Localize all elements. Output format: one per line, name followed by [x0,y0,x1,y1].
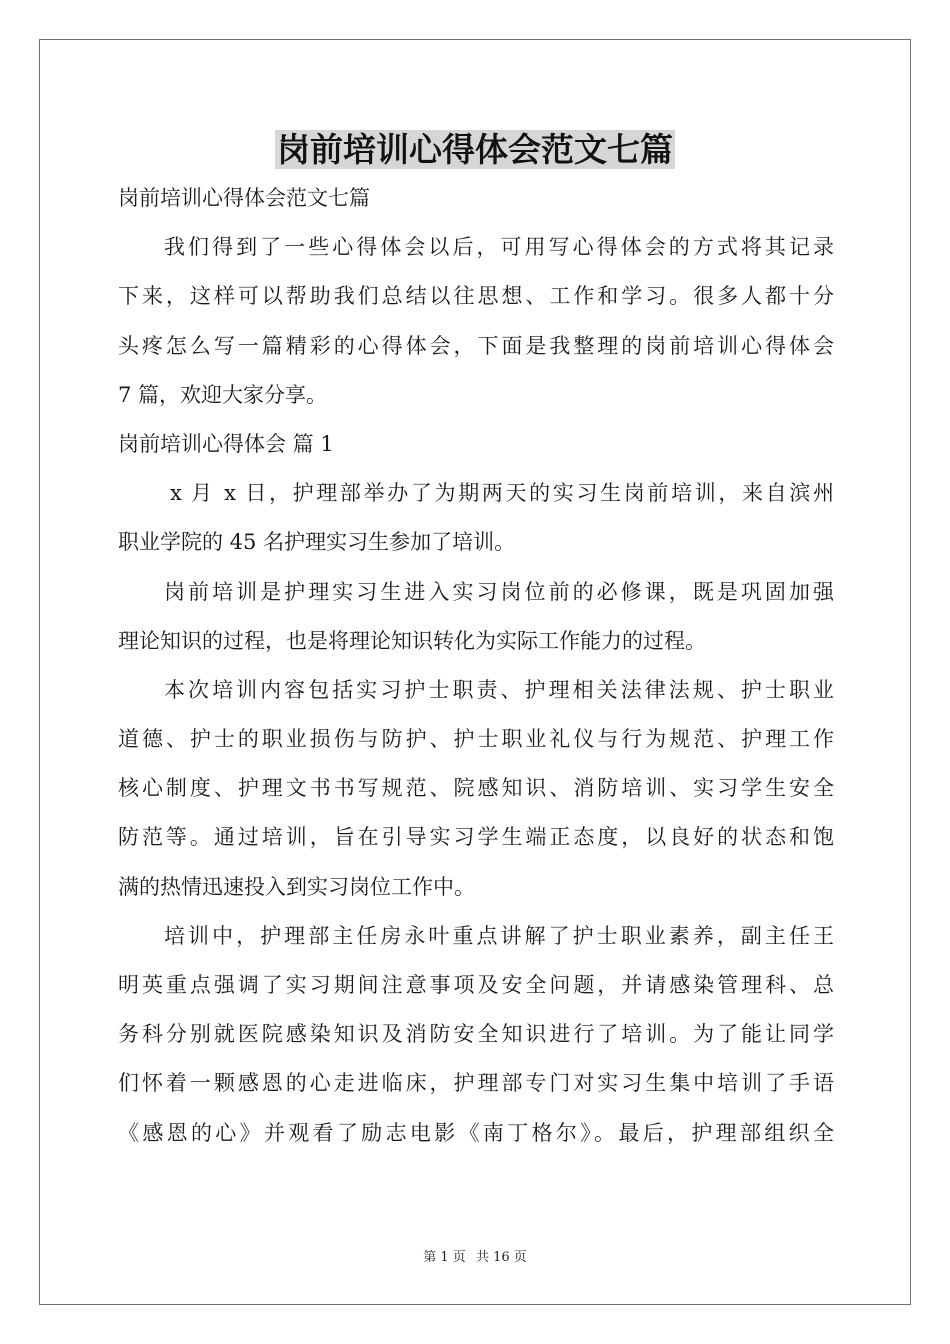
paragraph-line: 岗前培训是护理实习生进入实习岗位前的必修课，既是巩固加强 [164,579,834,604]
paragraph-line: 们怀着一颗感恩的心走进临床，护理部专门对实习生集中培训了手语 [118,1071,834,1096]
paragraph-line: 务科分别就医院感染知识及消防安全知识进行了培训。为了能让同学 [118,1022,834,1047]
paragraph-line: 道德、护士的职业损伤与防护、护士职业礼仪与行为规范、护理工作 [118,727,834,752]
paragraph-line: 防范等。通过培训，旨在引导实习学生端正态度，以良好的状态和饱 [118,825,834,850]
paragraph-line: 我们得到了一些心得体会以后，可用写心得体会的方式将其记录 [164,235,834,260]
paragraph-line: 满的热情迅速投入到实习岗位工作中。 [118,874,475,899]
paragraph-line: 《感恩的心》并观看了励志电影《南丁格尔》。最后，护理部组织全 [118,1120,834,1145]
paragraph-line: x 月 x 日，护理部举办了为期两天的实习生岗前培训，来自滨州 [170,481,834,506]
paragraph-line: 理论知识的过程，也是将理论知识转化为实际工作能力的过程。 [118,628,706,653]
paragraph-line: 本次培训内容包括实习护士职责、护理相关法律法规、护士职业 [164,677,834,702]
section-heading: 岗前培训心得体会 篇 1 [118,431,334,456]
document-body [118,174,834,1158]
paragraph-line: 7 篇，欢迎大家分享。 [118,382,328,407]
paragraph-line: 核心制度、护理文书书写规范、院感知识、消防培训、实习学生安全 [118,776,834,801]
paragraph-line: 培训中，护理部主任房永叶重点讲解了护士职业素养，副主任王 [164,923,834,948]
page-number: 第 1 页 [423,1250,466,1265]
paragraph-line: 职业学院的 45 名护理实习生参加了培训。 [118,530,516,555]
document-title-text: 岗前培训心得体会范文七篇 [277,130,673,169]
paragraph-line: 头疼怎么写一篇精彩的心得体会，下面是我整理的岗前培训心得体会 [118,333,834,358]
paragraph-line: 明英重点强调了实习期间注意事项及安全问题，并请感染管理科、总 [118,973,834,997]
document-title [0,128,950,172]
paragraph-line: 下来，这样可以帮助我们总结以往思想、工作和学习。很多人都十分 [118,284,834,309]
page-footer [0,1248,950,1268]
subtitle-line: 岗前培训心得体会范文七篇 [118,186,370,210]
page-total: 共 16 页 [475,1250,527,1265]
